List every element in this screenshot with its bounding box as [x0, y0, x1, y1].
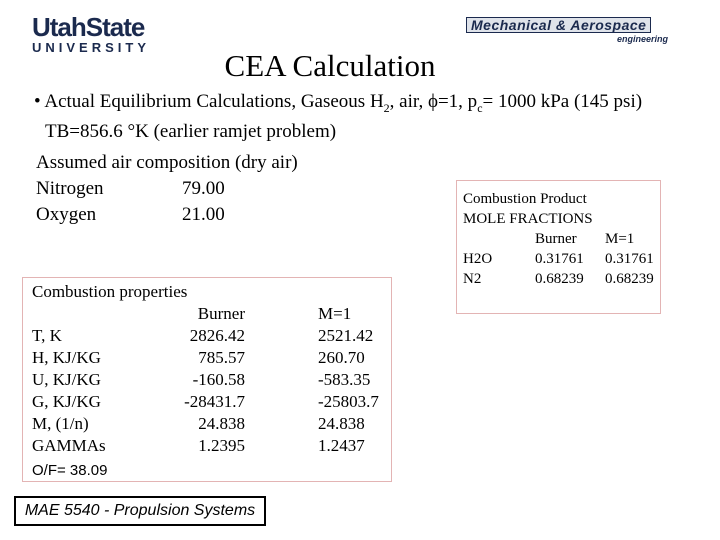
prop-m1-value: 1.2437	[318, 436, 365, 455]
usu-logo-wordmark: UtahState	[32, 12, 145, 42]
product-heading-2: MOLE FRACTIONS	[463, 211, 593, 227]
of-ratio: O/F= 38.09	[32, 462, 108, 479]
props-col-m1: M=1	[318, 304, 352, 323]
bullet-line-2: TB=856.6 °K (earlier ramjet problem)	[45, 120, 337, 142]
product-col-m1: M=1	[605, 231, 635, 247]
slide-title: CEA Calculation	[224, 48, 436, 83]
product-mole-fractions-box	[456, 180, 661, 314]
bullet-sub-h2: 2	[383, 100, 390, 115]
air-value: 79.00	[182, 178, 225, 199]
prop-label: U, KJ/KG	[32, 370, 101, 389]
usu-logo-university: UNIVERSITY	[32, 40, 151, 55]
prop-burner-value: 24.838	[198, 414, 245, 433]
props-col-burner: Burner	[197, 304, 245, 323]
prop-m1-value: 260.70	[318, 348, 365, 367]
air-value: 21.00	[182, 204, 225, 225]
mae-logo-wordmark: Mechanical & Aerospace	[466, 17, 651, 33]
prop-m1-value: -25803.7	[318, 392, 379, 411]
prop-m1-value: 24.838	[318, 414, 365, 433]
product-column-headers	[463, 229, 660, 249]
bullet-line-1	[34, 90, 642, 120]
product-m1-value: 0.31761	[605, 251, 654, 267]
prop-burner-value: 785.57	[198, 348, 245, 367]
air-row	[36, 176, 298, 202]
prop-m1-value: 2521.42	[318, 326, 374, 345]
bullet-text-a: Actual Equilibrium Calculations, Gaseous H	[44, 91, 384, 112]
prop-label: T, K	[32, 326, 62, 345]
bullet-point	[34, 90, 642, 144]
combustion-properties-box	[22, 277, 392, 482]
air-heading: Assumed air composition (dry air)	[36, 152, 298, 173]
air-composition	[36, 150, 298, 228]
prop-label: H, KJ/KG	[32, 348, 101, 367]
bullet-marker: •	[34, 91, 41, 112]
product-species: N2	[463, 271, 482, 287]
prop-m1-value: -583.35	[318, 370, 371, 389]
prop-burner-value: 2826.42	[189, 326, 245, 345]
mae-logo-sub: engineering	[616, 34, 668, 44]
bullet-text-c: =1, p	[437, 91, 478, 112]
product-heading-1: Combustion Product	[463, 191, 587, 207]
props-heading: Combustion properties	[32, 282, 188, 301]
course-footer: MAE 5540 - Propulsion Systems	[14, 496, 266, 526]
product-burner-value: 0.31761	[535, 251, 584, 267]
product-col-burner: Burner	[535, 231, 577, 247]
prop-label: M, (1/n)	[32, 414, 89, 433]
air-name: Nitrogen	[36, 178, 104, 199]
product-species: H2O	[463, 251, 493, 267]
prop-label: G, KJ/KG	[32, 392, 101, 411]
bullet-text-b: , air,	[389, 91, 428, 112]
product-burner-value: 0.68239	[535, 271, 584, 287]
prop-burner-value: 1.2395	[198, 436, 245, 455]
bullet-text-d: = 1000 kPa (145 psi)	[482, 91, 643, 112]
mae-logo	[466, 17, 694, 44]
prop-label: GAMMAs	[32, 436, 106, 455]
prop-burner-value: -28431.7	[184, 392, 245, 411]
prop-burner-value: -160.58	[192, 370, 245, 389]
product-row	[463, 269, 660, 289]
air-row	[36, 202, 298, 228]
product-row	[463, 249, 660, 269]
product-m1-value: 0.68239	[605, 271, 654, 287]
air-name: Oxygen	[36, 204, 97, 225]
bullet-sub-c: c	[477, 100, 483, 115]
phi-symbol: ϕ	[427, 91, 438, 112]
